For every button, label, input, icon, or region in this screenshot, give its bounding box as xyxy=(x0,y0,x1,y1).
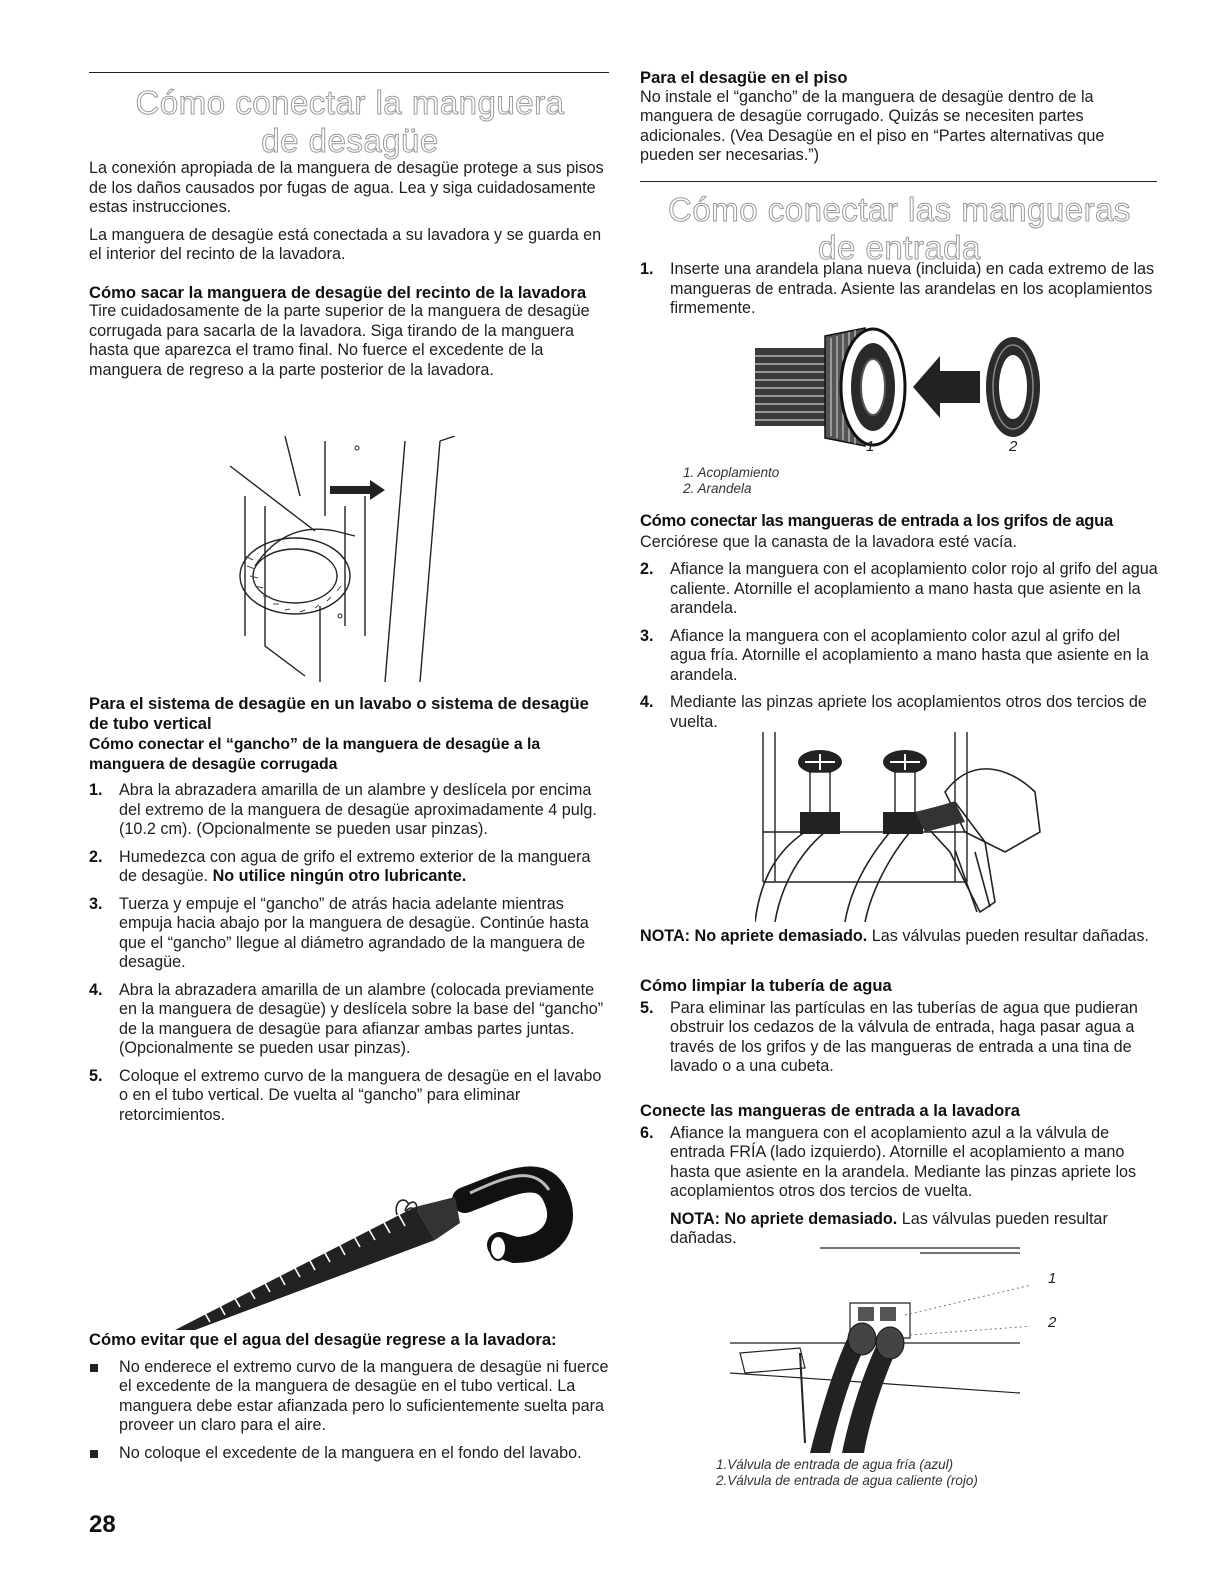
page-number: 28 xyxy=(89,1511,116,1538)
list-item: 4. Abra la abrazadera amarilla de un alambre (colocada previamente en la manguera de desagüe) y deslícela sobre la base del “gancho” de la manguera de desagüe para afianzar ambas partes juntas. (Opcionalmente se pueden usar pinzas). xyxy=(89,980,604,1057)
arrow-icon xyxy=(330,480,385,500)
hook-heading: Cómo conectar el “gancho” de la manguera de desagüe a la manguera de desagüe corrugada xyxy=(89,736,541,773)
title-line-1: Cómo conectar la manguera xyxy=(135,84,565,121)
left-top-rule xyxy=(89,72,609,73)
connect-section xyxy=(640,1101,1159,1249)
floor-text: No instale el “gancho” de la manguera de desagüe dentro de la manguera de desagüe corrugado. Quizás se necesiten partes adicionales. (Vea Desagüe en el piso en “Partes alternativas que pueden ser necesarias.”) xyxy=(640,87,1105,164)
sink-heading: Para el sistema de desagüe en un lavabo o sistema de desagüe de tubo vertical xyxy=(89,694,589,733)
note-1 xyxy=(640,927,1159,947)
note-1-bold: NOTA: No apriete demasiado. xyxy=(640,927,868,945)
list-item: 5. Para eliminar las partículas en las tuberías de agua que pudieran obstruir los cedazos de la válvula de entrada, haga pasar agua a través de los grifos y de las mangueras de entrada a una tina de lavado o a una cubeta. xyxy=(640,998,1138,1075)
intro-paragraph-1: La conexión apropiada de la manguera de desagüe protege a sus pisos de los daños causados por fugas de agua. Lea y siga cuidadosamente estas instrucciones. xyxy=(89,159,604,216)
left-title xyxy=(89,84,611,160)
faucet-section xyxy=(640,511,1159,732)
left-intro xyxy=(89,159,611,380)
clean-heading: Cómo limpiar la tubería de agua xyxy=(640,976,892,995)
note-2-text: Las válvulas pueden resultar dañadas. xyxy=(670,1209,1108,1247)
list-item: 1. Abra la abrazadera amarilla de un alambre y deslícela por encima del extremo de la manguera de desagüe aproximadamente 4 pulg. (10.2 cm). (Opcionalmente se pueden usar pinzas). xyxy=(89,781,597,838)
fig3-label-2: 2 xyxy=(1048,1314,1057,1331)
faucet-intro: Cerciórese que la canasta de la lavadora esté vacía. xyxy=(640,532,1018,551)
inlet-valves-illustration xyxy=(730,1243,1030,1453)
caption-coupling: 1. Acoplamiento xyxy=(683,465,780,480)
caption-cold-valve: 1.Válvula de entrada de agua fría (azul) xyxy=(716,1457,954,1472)
hose-removal-illustration xyxy=(225,436,475,682)
arrow-icon xyxy=(913,356,980,418)
list-item: 5. Coloque el extremo curvo de la manguera de desagüe en el lavabo o en el tubo vertical. De vuelta al “gancho” para eliminar retorcimientos. xyxy=(89,1066,602,1124)
fig1-label-2: 2 xyxy=(1009,438,1018,455)
list-item: No coloque el excedente de la manguera en el fondo del lavabo. xyxy=(89,1444,611,1464)
fig3-captions xyxy=(716,1457,978,1489)
list-item: 1. Inserte una arandela plana nueva (incluida) en cada extremo de las mangueras de entrada. Asiente las arandelas en los acoplamientos firmemente. xyxy=(640,260,1155,317)
faucet-pliers-illustration xyxy=(755,732,1055,922)
hook-steps xyxy=(89,781,611,1125)
fig1-captions xyxy=(683,465,779,497)
intro-paragraph-2: La manguera de desagüe está conectada a su lavadora y se guarda en el interior del recinto de la lavadora. xyxy=(89,225,602,263)
note-1-text: Las válvulas pueden resultar dañadas. xyxy=(867,927,1149,945)
prevent-bullets xyxy=(89,1358,611,1464)
note-2-bold: NOTA: No apriete demasiado. xyxy=(670,1209,898,1228)
remove-text: Tire cuidadosamente de la parte superior de la manguera de desagüe corrugada para sacarla de la lavadora. Siga tirando de la manguera hasta que aparezca el tramo final. No fuerce el excedente de la manguera de regreso a la parte posterior de la lavadora. xyxy=(89,302,590,379)
list-item: 3. Tuerza y empuje el “gancho” de atrás hacia adelante mientras empuja hacia abajo por la manguera de desagüe. Continúe hasta que el “gancho” llegue al diámetro agrandado de la manguera de desagüe. xyxy=(89,894,589,971)
prevent-section xyxy=(89,1330,611,1463)
list-item: 2. Humedezca con agua de grifo el extremo exterior de la manguera de desagüe. No utilice ningún otro lubricante. xyxy=(89,847,591,885)
faucet-steps xyxy=(640,560,1159,732)
list-item: No enderece el extremo curvo de la manguera de desagüe ni fuerce el excedente de la manguera de desagüe en el tubo vertical. La manguera debe estar afianzada pero lo suficientemente suelta para proveer un claro para el aire. xyxy=(89,1358,611,1436)
caption-washer: 2. Arandela xyxy=(683,481,752,496)
title-line-2: de desagüe xyxy=(261,122,439,159)
faucet-heading: Cómo conectar las mangueras de entrada a los grifos de agua xyxy=(640,511,1113,530)
list-item: 4. Mediante las pinzas apriete los acoplamientos otros dos tercios de vuelta. xyxy=(640,693,1147,731)
right-top-rule xyxy=(640,181,1157,182)
connect-heading: Conecte las mangueras de entrada a la lavadora xyxy=(640,1101,1020,1120)
sink-section xyxy=(89,694,611,1125)
coupling-washer-illustration xyxy=(755,326,1055,456)
floor-heading: Para el desagüe en el piso xyxy=(640,68,848,87)
corrugated-hose-illustration xyxy=(165,1145,575,1330)
fig3-label-1: 1 xyxy=(1048,1270,1057,1287)
list-item: 2. Afiance la manguera con el acoplamiento color rojo al grifo del agua caliente. Atornille el acoplamiento a mano hasta que asiente en la arandela. xyxy=(640,560,1158,617)
fig1-label-1: 1 xyxy=(866,438,875,455)
prevent-heading: Cómo evitar que el agua del desagüe regrese a la lavadora: xyxy=(89,1330,557,1349)
clean-section xyxy=(640,976,1159,1077)
remove-heading: Cómo sacar la manguera de desagüe del recinto de la lavadora xyxy=(89,282,587,302)
caption-hot-valve: 2.Válvula de entrada de agua caliente (rojo) xyxy=(716,1473,978,1488)
bullet-icon xyxy=(90,1450,98,1458)
title-line-1: Cómo conectar las mangueras xyxy=(668,191,1131,228)
list-item: 3. Afiance la manguera con el acoplamiento color azul al grifo del agua fría. Atornille el acoplamiento a mano hasta que asiente en la arandela. xyxy=(640,626,1149,684)
right-title xyxy=(640,191,1159,267)
title-line-2: de entrada xyxy=(818,229,981,266)
list-item: 6. Afiance la manguera con el acoplamiento azul a la válvula de entrada FRÍA (lado izquierdo). Atornille el acoplamiento a mano hasta que asiente en la arandela. Mediante las pinzas apriete los acoplamientos otros dos tercios de vuelta. xyxy=(640,1123,1137,1200)
bullet-icon xyxy=(90,1364,98,1372)
floor-section xyxy=(640,68,1159,166)
washer-step xyxy=(640,260,1159,319)
